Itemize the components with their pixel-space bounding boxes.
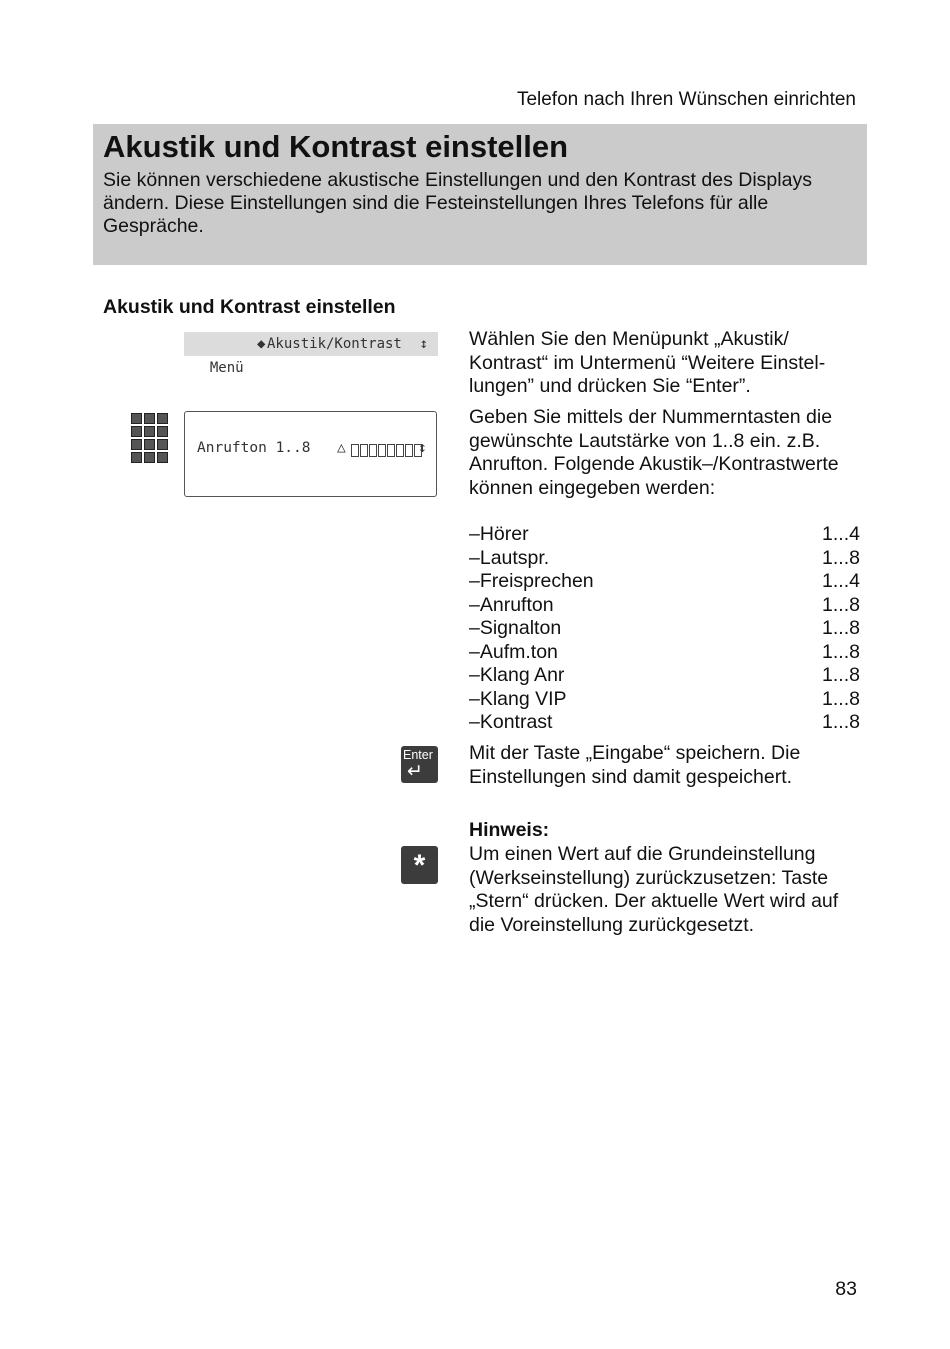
range-row — [469, 547, 860, 571]
intro-text: Sie können verschiedene akustische Einstellungen und den Kontrast des Displays ändern. Diese Einstellungen sind die Festeinstellungen Ihres Telefons für alle Gespräche. — [103, 169, 812, 237]
nav-arrow-icon: ◆ — [257, 336, 266, 352]
scroll-updown-icon: ↕ — [419, 336, 428, 352]
range-name: –Lautspr. — [469, 546, 550, 569]
page-number: 83 — [835, 1278, 857, 1300]
enter-key-label: Enter — [403, 748, 433, 762]
range-name: –Hörer — [469, 523, 529, 545]
range-value: 1...4 — [822, 523, 860, 545]
range-name: –Klang Anr — [469, 664, 565, 686]
hint-title: Hinweis: — [469, 819, 550, 841]
volume-level-block — [405, 444, 413, 457]
menu-item-label: Akustik/Kontrast — [267, 336, 402, 352]
volume-level-block — [378, 444, 386, 457]
range-name: –Kontrast — [469, 711, 553, 733]
volume-level-bar — [351, 444, 422, 457]
range-row — [469, 688, 860, 712]
running-header: Telefon nach Ihren Wünschen einrichten — [516, 89, 856, 110]
scroll-updown-icon: ↕ — [418, 440, 427, 456]
range-name: –Anrufton — [469, 593, 554, 616]
enter-key-icon — [401, 746, 438, 783]
volume-label: Anrufton 1..8 — [197, 440, 311, 456]
range-name: –Signalton — [469, 617, 562, 639]
range-value: 1...4 — [822, 570, 860, 592]
range-value: 1...8 — [822, 640, 860, 663]
star-key-icon: * — [401, 846, 438, 884]
step-enter-value: Geben Sie mittels der Nummerntasten die gewünschte Lautstärke von 1..8 ein. z.B. Anrufton. Folgende Akustik–/Kontrastwerte können eingegeben werden: — [469, 406, 839, 499]
range-value: 1...8 — [822, 617, 860, 639]
intro-box — [93, 124, 867, 265]
step-save: Mit der Taste „Eingabe“ speichern. Die Einstellungen sind damit gespeichert. — [469, 742, 801, 788]
volume-display — [184, 411, 437, 497]
volume-level-block — [351, 444, 359, 457]
range-value: 1...8 — [822, 546, 860, 569]
range-row — [469, 664, 860, 688]
range-name: –Aufm.ton — [469, 640, 558, 663]
hint-text: Um einen Wert auf die Grundeinstellung (Werkseinstellung) zurückzusetzen: Taste „Stern“ drücken. Der aktuelle Wert wird auf die Voreinstellung zurückgesetzt. — [469, 843, 839, 936]
page-title: Akustik und Kontrast einstellen — [103, 129, 569, 164]
volume-level-block — [387, 444, 395, 457]
range-value: 1...8 — [822, 711, 860, 733]
menu-label: Menü — [209, 360, 244, 376]
bell-icon: △ — [337, 440, 346, 456]
range-value: 1...8 — [822, 664, 860, 686]
volume-level-block — [396, 444, 404, 457]
volume-level-block — [360, 444, 368, 457]
range-value: 1...8 — [822, 593, 860, 616]
range-row — [469, 617, 860, 641]
range-row — [469, 594, 860, 618]
number-keypad-icon — [131, 413, 170, 464]
range-value: 1...8 — [822, 687, 860, 710]
return-arrow-icon: ↵ — [407, 760, 423, 782]
range-row — [469, 711, 860, 735]
section-title: Akustik und Kontrast einstellen — [103, 296, 396, 318]
volume-level-block — [369, 444, 377, 457]
range-name: –Klang VIP — [469, 687, 567, 710]
range-name: –Freisprechen — [469, 570, 594, 592]
value-range-list — [469, 523, 860, 735]
menu-display — [184, 332, 438, 376]
range-row — [469, 523, 860, 547]
step-select-menu: Wählen Sie den Menüpunkt „Akustik/ Kontrast“ im Untermenü “Weitere Einstellungen” und drücken Sie “Enter”. — [469, 328, 826, 397]
range-row — [469, 641, 860, 665]
range-row — [469, 570, 860, 594]
